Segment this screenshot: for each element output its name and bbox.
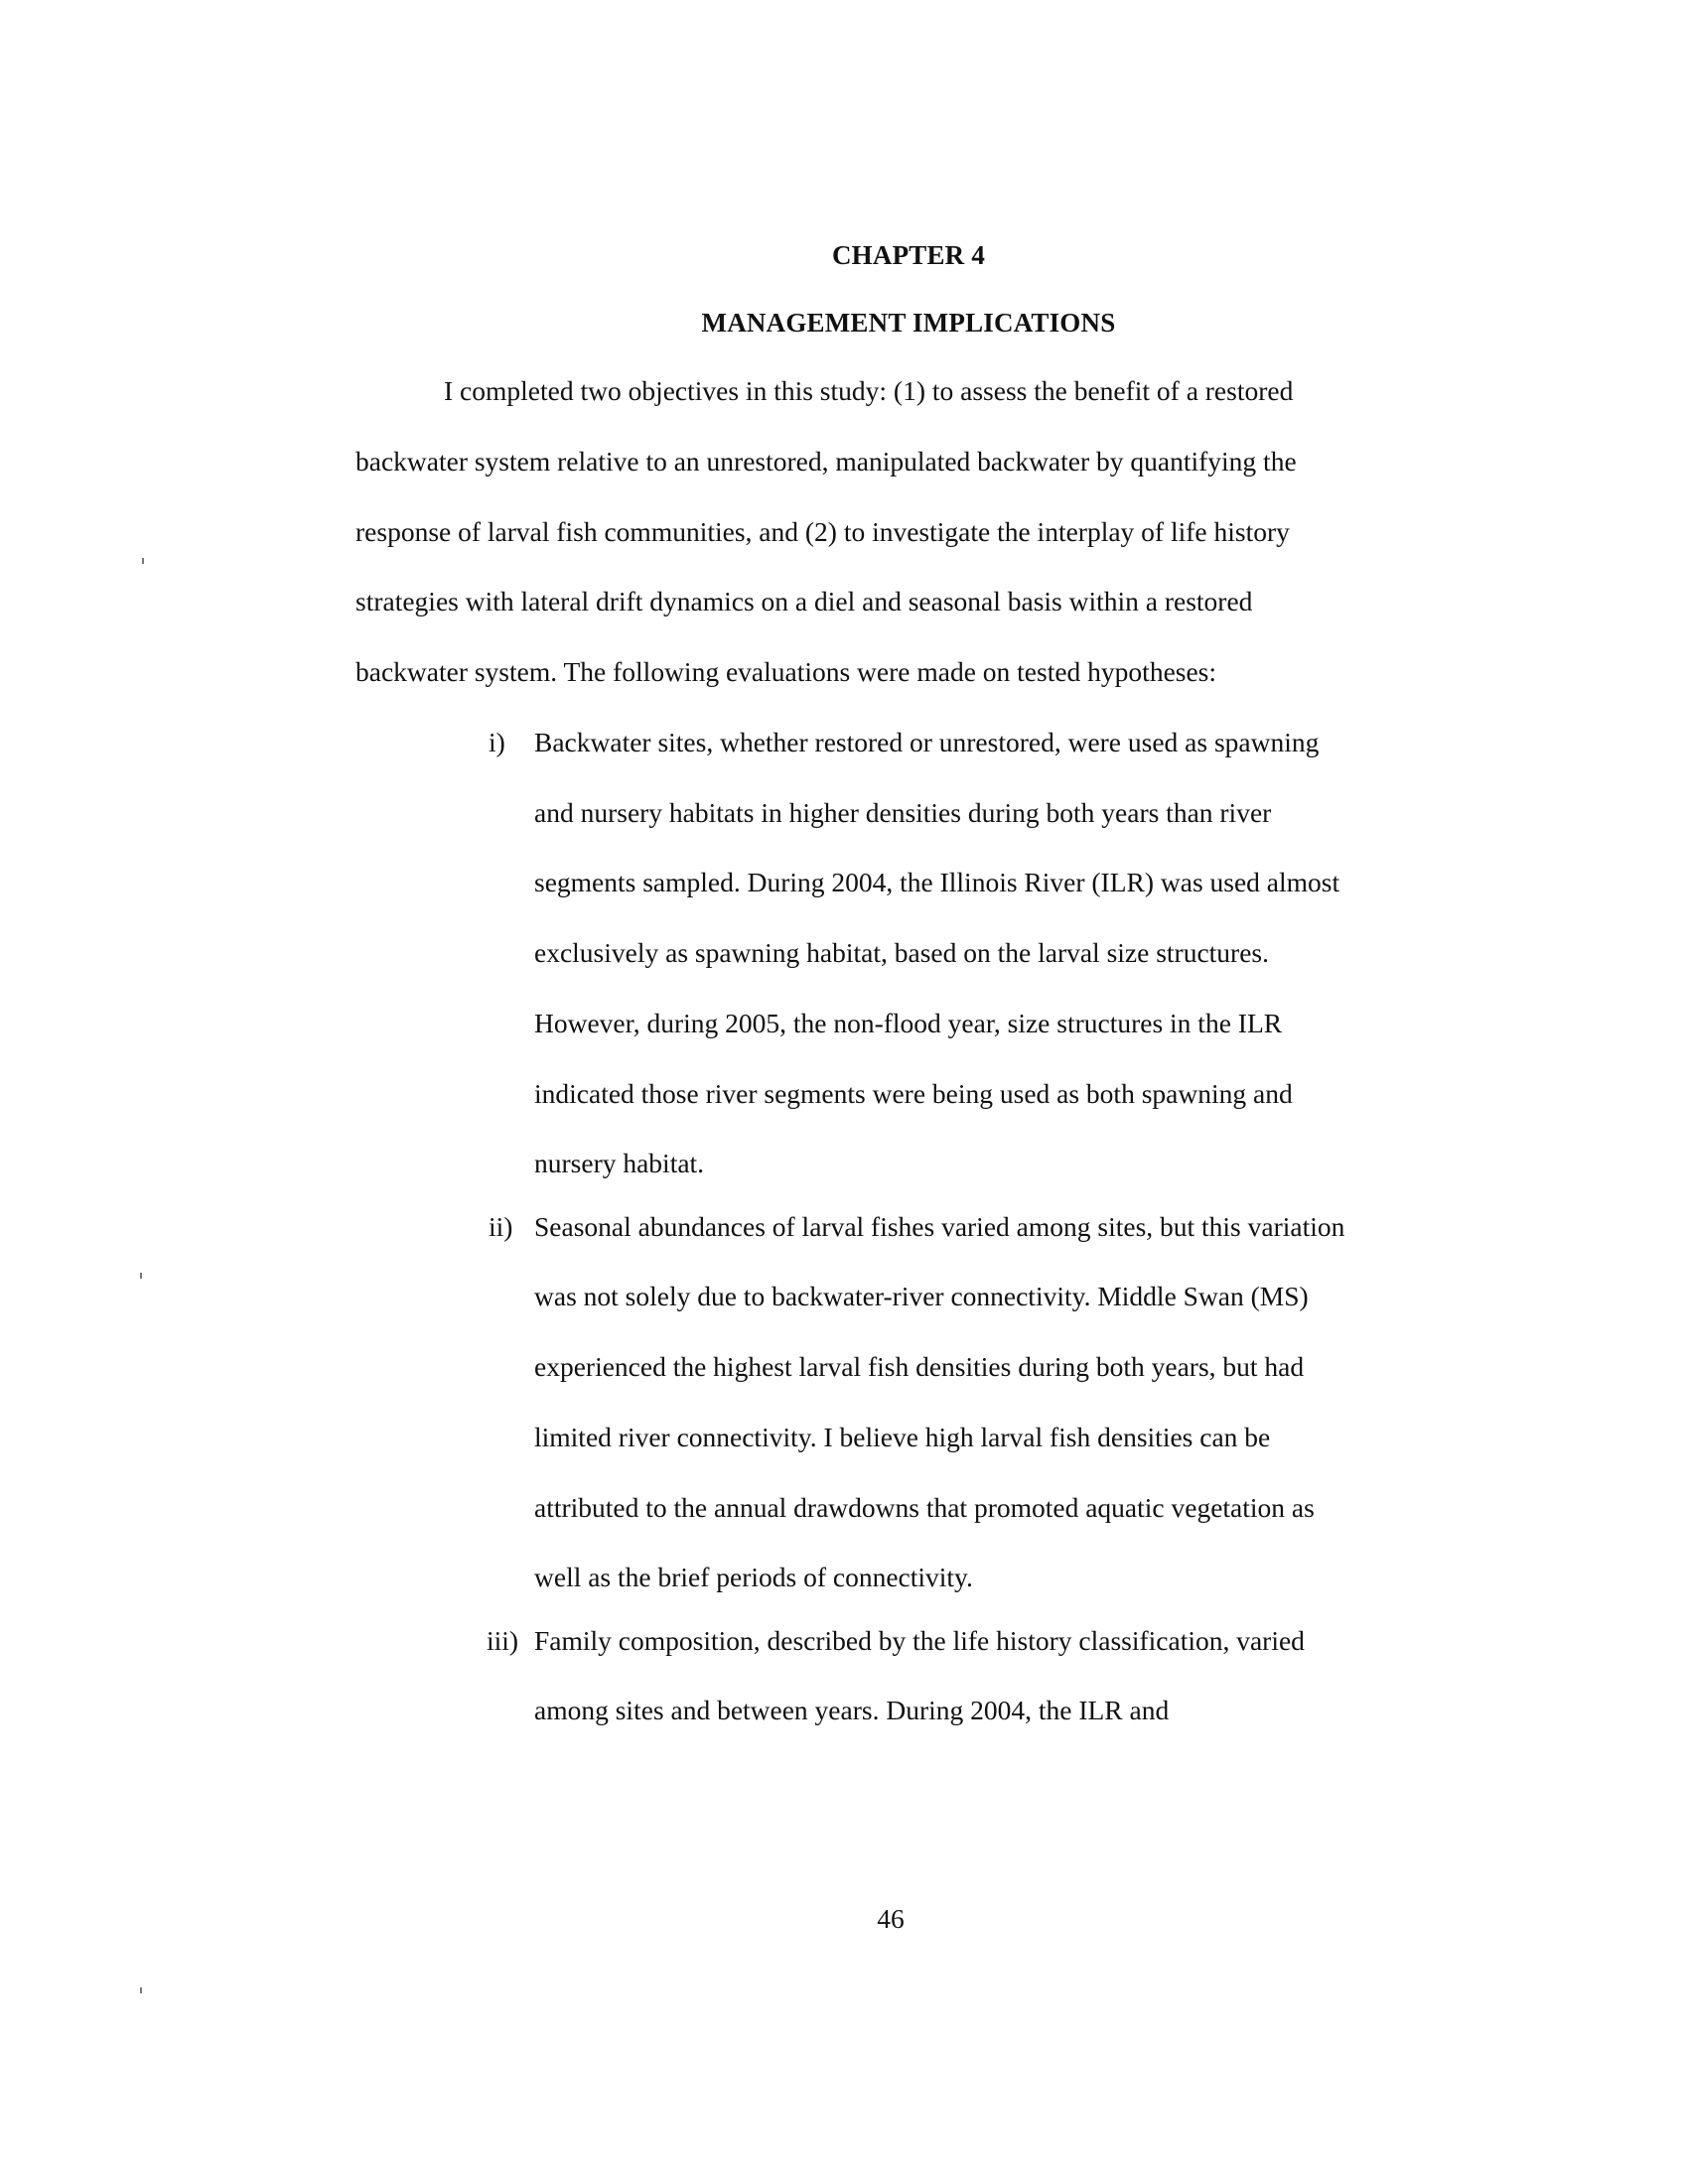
list-item-line: experienced the highest larval fish densities during both years, but had — [534, 1351, 1305, 1382]
list-item-label: ii) — [489, 1211, 513, 1242]
list-item-label: iii) — [487, 1625, 519, 1656]
intro-line: backwater system relative to an unrestored, manipulated backwater by quantifying the — [355, 446, 1297, 477]
page-number: 46 — [877, 1903, 905, 1934]
list-item-line: Seasonal abundances of larval fishes varied among sites, but this variation — [534, 1211, 1345, 1242]
list-item-label: i) — [489, 727, 505, 757]
list-item-line: attributed to the annual drawdowns that promoted aquatic vegetation as — [534, 1492, 1315, 1523]
list-item-line: However, during 2005, the non-flood year, size structures in the ILR — [534, 1008, 1283, 1038]
list-item-line: was not solely due to backwater-river connectivity. Middle Swan (MS) — [534, 1281, 1309, 1311]
list-item-line: among sites and between years. During 2004, the ILR and — [534, 1695, 1170, 1725]
intro-line: backwater system. The following evaluations were made on tested hypotheses: — [355, 656, 1217, 687]
list-item-line: Family composition, described by the life history classification, varied — [534, 1625, 1305, 1656]
list-item-line: exclusively as spawning habitat, based on the larval size structures. — [534, 937, 1269, 968]
list-item-line: limited river connectivity. I believe high larval fish densities can be — [534, 1422, 1271, 1452]
intro-line: I completed two objectives in this study: (1) to assess the benefit of a restored — [444, 375, 1294, 406]
list-item-line: segments sampled. During 2004, the Illinois River (ILR) was used almost — [534, 867, 1340, 897]
scan-artifact — [140, 1273, 142, 1279]
chapter-heading: CHAPTER 4 — [831, 240, 986, 270]
intro-line: response of larval fish communities, and (2) to investigate the interplay of life history — [355, 516, 1290, 547]
section-heading: MANAGEMENT IMPLICATIONS — [701, 308, 1116, 338]
list-item-line: Backwater sites, whether restored or unrestored, were used as spawning — [534, 727, 1320, 757]
list-item-line: nursery habitat. — [534, 1148, 705, 1178]
scan-artifact — [140, 1987, 142, 1993]
list-item-line: and nursery habitats in higher densities during both years than river — [534, 797, 1272, 828]
intro-line: strategies with lateral drift dynamics on a diel and seasonal basis within a restored — [355, 586, 1253, 616]
list-item-line: well as the brief periods of connectivity. — [534, 1562, 973, 1592]
scan-artifact — [142, 558, 144, 564]
list-item-line: indicated those river segments were being used as both spawning and — [534, 1078, 1293, 1109]
